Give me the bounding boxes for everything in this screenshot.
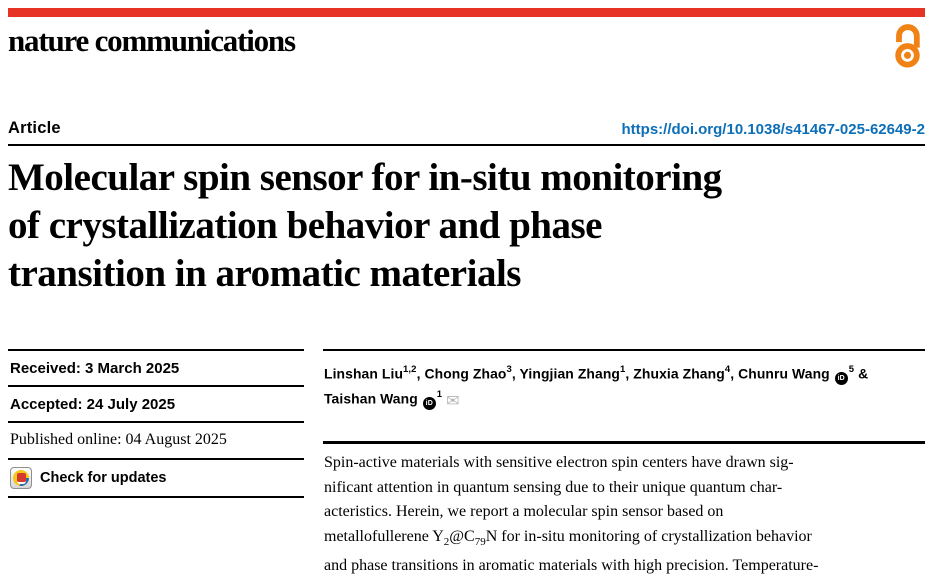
author-list: Linshan Liu$^{1,2}$, Chong Zhao$^3$, Yingjian Zhang$^1$, Zhuxia Zhang$^4$, Chunru Wang $iD^5$ & Taishan Wang $iD^1$ ✉ (324, 364, 869, 410)
content-column (323, 349, 925, 579)
article-page (0, 8, 936, 579)
doi-link[interactable]: https://doi.org/10.1038/s41467-025-62649-2 (621, 121, 925, 138)
crossmark-icon (10, 467, 32, 489)
orcid-icon[interactable]: iD (423, 397, 436, 410)
journal-logo: nature communications (8, 23, 295, 58)
history-sidebar (8, 349, 304, 579)
article-title: Molecular spin sensor for in-situ monitoring of crystallization behavior and phase transition in aromatic materials (8, 156, 722, 295)
published-date: Published online: 04 August 2025 (8, 421, 304, 458)
brand-red-bar (8, 8, 925, 17)
article-bar (8, 119, 925, 146)
authors-block (323, 349, 925, 410)
received-date: Received: 3 March 2025 (8, 349, 304, 385)
accepted-date: Accepted: 24 July 2025 (8, 385, 304, 421)
check-for-updates-label: Check for updates (40, 470, 167, 486)
email-icon[interactable]: ✉ (446, 392, 460, 410)
abstract-text: Spin-active materials with sensitive electron spin centers have drawn sig- nificant attention in quantum sensing due to their unique quantum char- acteristics. Herein, we report a molecular spin sensor based on metallofullerene $Y_2@C_{79}N$ for in-situ monitoring of crystallization behavior and phase transitions in aromatic materials with high precision. Temperature- (324, 454, 819, 575)
article-type-label: Article (8, 119, 61, 137)
column-gutter (304, 349, 323, 579)
orcid-icon[interactable]: iD (835, 372, 848, 385)
main-columns (8, 349, 925, 579)
open-access-icon[interactable] (892, 21, 923, 73)
check-for-updates-button[interactable] (8, 458, 304, 498)
masthead (8, 17, 925, 73)
